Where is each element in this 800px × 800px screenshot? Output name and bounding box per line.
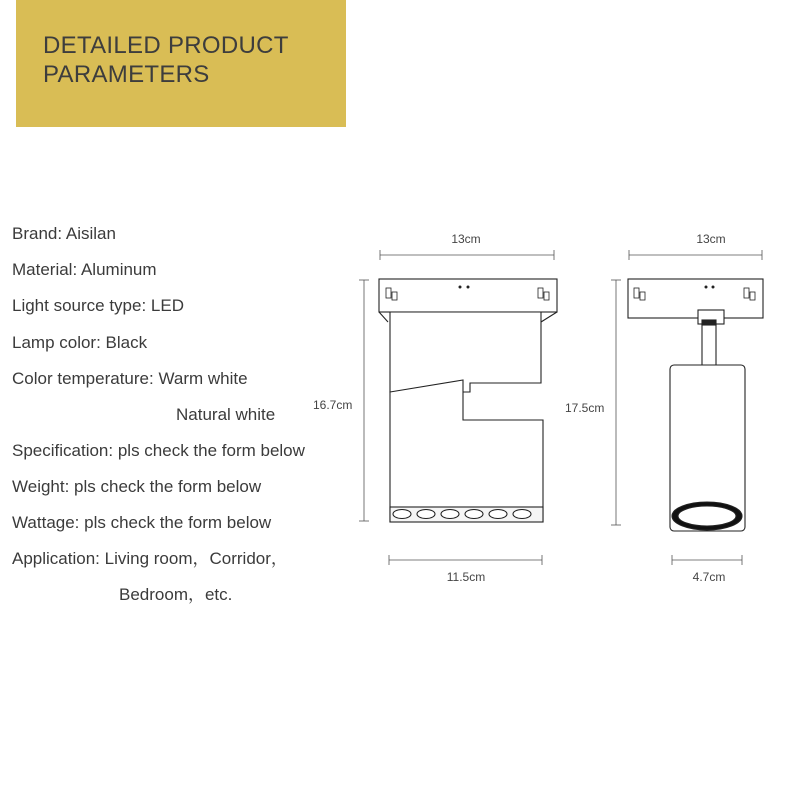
spec-color-temperature: Color temperature: Warm white [12,369,248,388]
left-lamp-height-label: 16.7cm [313,398,353,412]
spec-brand: Brand: Aisilan [12,224,116,243]
left-lamp-top-width-label: 13cm [451,232,481,246]
right-lamp-stem [702,324,716,368]
left-lamp-track-adapter [379,279,557,312]
spec-material: Material: Aluminum [12,260,157,279]
left-lamp-bottom-width-label: 11.5cm [446,570,486,584]
spec-application-cont: Bedroom，etc. [119,585,233,604]
right-lamp-height-label: 17.5cm [565,401,605,415]
right-lamp-drawing [628,279,782,531]
spec-lamp-color: Lamp color: Black [12,333,148,352]
spec-specification: Specification: pls check the form below [12,441,305,460]
left-lamp-drawing [379,279,557,522]
left-lamp-upper-housing [390,312,541,392]
spec-weight: Weight: pls check the form below [12,477,262,496]
header-title-line1: DETAILED PRODUCT [43,32,289,59]
header-title-line2: PARAMETERS [43,61,210,88]
spec-color-temperature-cont: Natural white [176,405,276,424]
right-lamp-top-width-label: 13cm [696,232,726,246]
spec-wattage: Wattage: pls check the form below [12,513,272,532]
right-lamp-track-adapter [628,279,763,318]
spec-application: Application: Living room，Corridor， [12,549,288,568]
spec-light-source: Light source type: LED [12,296,184,315]
right-lamp-bottom-width-label: 4.7cm [692,570,726,584]
left-lamp-lower-housing [390,380,543,522]
